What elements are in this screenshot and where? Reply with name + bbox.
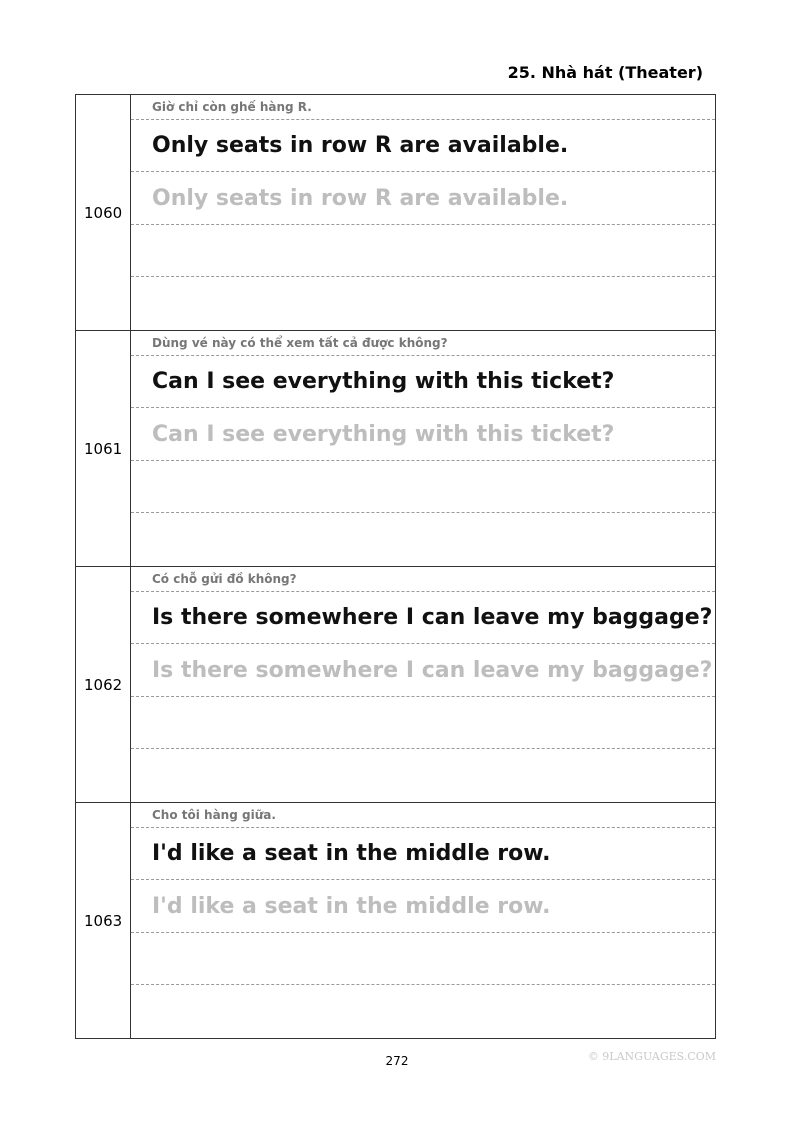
vietnamese-hint: Dùng vé này có thể xem tất cả được không? xyxy=(131,331,715,356)
copyright-notice: © 9LANGUAGES.COM xyxy=(587,1050,716,1063)
vietnamese-hint: Cho tôi hàng giữa. xyxy=(131,803,715,828)
blank-writing-line xyxy=(131,697,715,750)
writing-lines xyxy=(131,331,716,566)
entry-block xyxy=(75,94,716,330)
entry-number: 1063 xyxy=(75,803,131,1038)
entry-block xyxy=(75,802,716,1039)
blank-writing-line xyxy=(131,985,715,1038)
entry-number: 1061 xyxy=(75,331,131,566)
entry-number: 1060 xyxy=(75,95,131,330)
writing-lines xyxy=(131,803,716,1038)
entry-block xyxy=(75,566,716,802)
writing-lines xyxy=(131,567,716,802)
blank-writing-line xyxy=(131,461,715,514)
trace-sentence: Is there somewhere I can leave my baggage? xyxy=(131,644,715,697)
example-sentence: I'd like a seat in the middle row. xyxy=(131,828,715,881)
entry-block xyxy=(75,330,716,566)
blank-writing-line xyxy=(131,277,715,330)
page-title: 25. Nhà hát (Theater) xyxy=(507,63,703,82)
trace-sentence: Only seats in row R are available. xyxy=(131,172,715,225)
practice-sheet xyxy=(75,94,716,1039)
blank-writing-line xyxy=(131,749,715,802)
example-sentence: Can I see everything with this ticket? xyxy=(131,356,715,409)
page-number: 272 xyxy=(385,1054,409,1068)
vietnamese-hint: Có chỗ gửi đồ không? xyxy=(131,567,715,592)
blank-writing-line xyxy=(131,933,715,986)
vietnamese-hint: Giờ chỉ còn ghế hàng R. xyxy=(131,95,715,120)
blank-writing-line xyxy=(131,513,715,566)
trace-sentence: I'd like a seat in the middle row. xyxy=(131,880,715,933)
example-sentence: Only seats in row R are available. xyxy=(131,120,715,173)
writing-lines xyxy=(131,95,716,330)
entry-number: 1062 xyxy=(75,567,131,802)
blank-writing-line xyxy=(131,225,715,278)
example-sentence: Is there somewhere I can leave my baggage? xyxy=(131,592,715,645)
trace-sentence: Can I see everything with this ticket? xyxy=(131,408,715,461)
